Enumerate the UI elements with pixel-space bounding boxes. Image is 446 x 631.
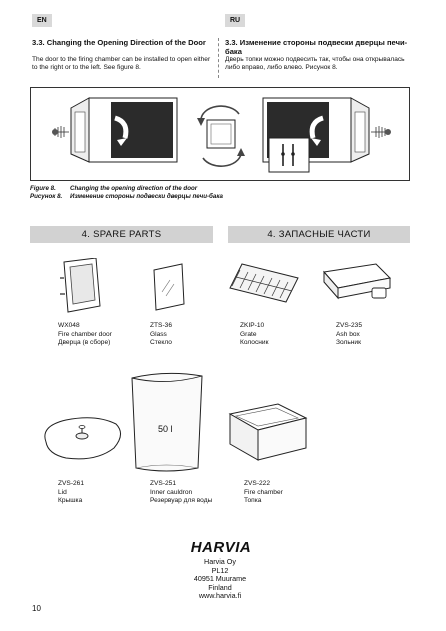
part-name-ru: Дверца (в сборе) — [58, 339, 111, 347]
heading-spare-parts-en: 4. SPARE PARTS — [30, 226, 213, 243]
page-number: 10 — [32, 604, 41, 613]
part-code: ZVS-251 — [150, 480, 177, 487]
lang-tag-ru: RU — [225, 14, 245, 27]
address-website[interactable]: www.harvia.fi — [198, 591, 242, 601]
part-name-en: Grate — [240, 330, 257, 338]
part-code: ZTS-36 — [150, 322, 172, 329]
address-block — [170, 558, 270, 601]
part-code: ZVS-222 — [244, 480, 271, 487]
caption-ru-number: Рисунок 8. — [30, 193, 63, 200]
part-code: WX048 — [58, 322, 80, 329]
part-name-ru: Резервуар для воды — [150, 497, 213, 505]
part-name-en: Fire chamber — [244, 488, 283, 496]
section-title-en: 3.3. Changing the Opening Direction of the Door — [32, 38, 206, 47]
column-divider — [218, 38, 219, 78]
fire-chamber-image — [224, 400, 310, 466]
harvia-logo: HARVIA — [190, 539, 252, 556]
part-name-ru: Крышка — [58, 497, 83, 505]
door-direction-illustration — [31, 88, 409, 180]
section-body-ru: Дверь топки можно подвесить так, чтобы она открывалась либо вправо, либо влево. Рисунок 8. — [225, 56, 405, 72]
address-company: Harvia Oy — [204, 557, 236, 566]
part-item — [240, 322, 268, 348]
caption-ru-text: Изменение стороны подвески дверцы печи-бака — [70, 193, 223, 200]
part-item — [58, 322, 112, 348]
part-item — [150, 322, 172, 348]
lid-image — [36, 412, 126, 464]
section-body-en: The door to the firing chamber can be installed to open either to the right or to the left. See figure 8. — [32, 56, 211, 72]
part-code: ZVS-235 — [336, 322, 363, 329]
caption-en-number: Figure 8. — [30, 185, 56, 192]
address-city: 40951 Muurame — [193, 574, 247, 584]
glass-image — [148, 262, 188, 312]
part-name-en: Ash box — [336, 330, 360, 338]
cauldron-volume-label: 50 l — [158, 424, 173, 434]
stove-left-drawing — [52, 98, 177, 162]
part-item — [58, 480, 84, 506]
figure-caption-en — [30, 185, 197, 193]
address-po-box: PL12 — [211, 565, 229, 575]
ash-box-image — [320, 262, 394, 306]
stove-right-drawing — [263, 98, 391, 172]
grate-image — [228, 262, 300, 304]
part-name-en: Lid — [58, 488, 67, 496]
heading-spare-parts-ru: 4. ЗАПАСНЫЕ ЧАСТИ — [228, 226, 410, 243]
part-code: ZVS-261 — [58, 480, 85, 487]
lang-tag-en: EN — [32, 14, 52, 27]
part-name-ru: Топка — [244, 497, 262, 505]
part-name-en: Fire chamber door — [58, 330, 112, 338]
fire-chamber-door-image — [56, 258, 104, 314]
part-name-ru: Колосник — [240, 339, 269, 347]
part-item — [336, 322, 362, 348]
part-item — [244, 480, 283, 506]
part-code: ZKIP-10 — [240, 322, 265, 329]
part-name-ru: Стекло — [150, 339, 172, 347]
part-item — [150, 480, 212, 506]
address-country: Finland — [208, 582, 232, 592]
part-name-ru: Зольник — [336, 339, 361, 347]
figure-8-box — [30, 87, 410, 181]
rotation-arrows-drawing — [197, 106, 245, 166]
section-title-ru: 3.3. Изменение стороны подвески дверцы печи-бака — [225, 38, 408, 56]
part-name-en: Inner cauldron — [150, 488, 193, 496]
figure-caption-ru — [30, 193, 223, 201]
caption-en-text: Changing the opening direction of the door — [70, 185, 198, 192]
inner-cauldron-image — [126, 370, 208, 476]
part-name-en: Glass — [150, 330, 167, 338]
